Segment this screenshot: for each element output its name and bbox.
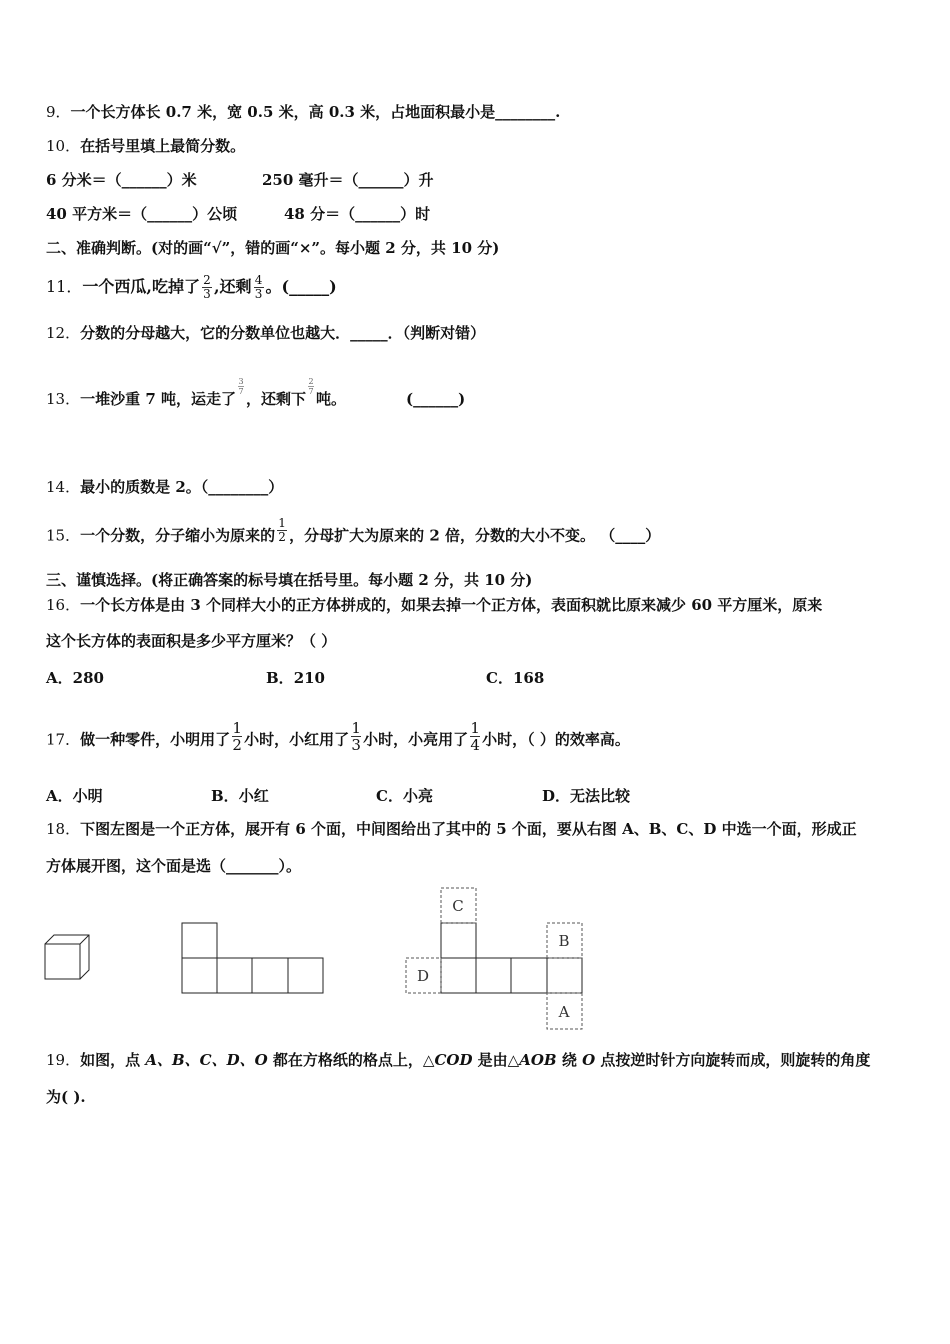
question-text: 最小的质数是 2。（________）	[80, 478, 284, 496]
label-b: B	[558, 932, 570, 950]
answer-blank: (______)	[406, 390, 466, 408]
numerator: 2	[308, 376, 314, 386]
question-text-line1: 一个长方体是由 3 个同样大小的正方体拼成的，如果去掉一个正方体，表面积就比原来减少 60 平方厘米，原来	[80, 596, 823, 614]
q17-text-4: 小时，（ ）的效率高。	[482, 730, 630, 749]
question-text: 分数的分母越大，它的分数单位也越大．_____．（判断对错）	[80, 324, 486, 342]
option-key: C．	[376, 787, 403, 805]
option-value: 小明	[72, 787, 103, 805]
option-value: 无法比较	[570, 787, 631, 805]
question-19	[46, 1050, 870, 1070]
question-number: 16．	[46, 596, 81, 614]
question-number: 10．	[46, 137, 81, 155]
denominator: 3	[203, 287, 211, 301]
points-list: A、B、C、D、O	[145, 1051, 268, 1069]
numerator: 1	[470, 719, 480, 737]
question-text-line1: 下图左图是一个正方体，展开有 6 个面，中间图给出了其中的 5 个面，要从右图 A、B、C、D 中选一个面，形成正	[80, 820, 857, 838]
q17-text-3: 小时，小亮用了	[363, 730, 469, 749]
q10-row2-a: 40 平方米＝（______）公顷	[46, 205, 238, 223]
q15-text-pre: 一个分数，分子缩小为原来的	[80, 526, 276, 545]
denominator: 7	[238, 386, 244, 396]
question-number: 13．	[46, 390, 81, 408]
section-3-heading: 三、谨慎选择。(将正确答案的标号填在括号里。每小题 2 分，共 10 分)	[46, 571, 533, 589]
numerator: 1	[278, 516, 286, 530]
question-number: 14．	[46, 478, 81, 496]
point-o: O	[582, 1051, 596, 1069]
label-d: D	[416, 967, 430, 985]
q10-row2-b: 48 分＝（______）时	[284, 205, 431, 223]
option-key: C．	[486, 669, 513, 687]
net-five-faces	[182, 923, 323, 993]
question-18-line2: 方体展开图，这个面是选（_______）。	[46, 857, 302, 875]
denominator: 4	[470, 736, 480, 754]
question-number: 19．	[46, 1051, 81, 1069]
q13-text-pre: 一堆沙重 7 吨，运走了	[80, 390, 236, 408]
cube-figure	[45, 935, 89, 979]
q11-text-mid: ,还剩	[213, 277, 252, 296]
option-key: D．	[542, 787, 571, 805]
q19-text-mid3: 绕	[556, 1051, 583, 1069]
q17-text-2: 小时，小红用了	[244, 730, 350, 749]
question-number: 17．	[46, 730, 81, 749]
option-key: A．	[46, 787, 73, 805]
denominator: 2	[278, 530, 286, 544]
option-key: B．	[266, 669, 294, 687]
denominator: 3	[351, 736, 361, 754]
question-number: 11．	[46, 277, 83, 296]
denominator: 2	[232, 736, 242, 754]
label-c: C	[452, 897, 464, 915]
question-19-line2: 为( ).	[46, 1088, 86, 1106]
triangle-aob: AOB	[519, 1051, 557, 1069]
option-value: 小红	[238, 787, 269, 805]
option-value: 小亮	[402, 787, 433, 805]
option-value: 168	[512, 669, 545, 687]
option-value: 280	[72, 669, 104, 687]
option-key: A．	[46, 669, 73, 687]
q19-text-post: 点按逆时针方向旋转而成，则旋转的角度	[595, 1051, 871, 1069]
q11-text-post: 。(_____)	[265, 277, 337, 296]
label-a: A	[558, 1003, 570, 1021]
denominator: 3	[254, 287, 263, 301]
q10-row1-a: 6 分米＝（______）米	[46, 171, 197, 189]
numerator: 1	[232, 719, 242, 737]
denominator: 7	[308, 386, 314, 396]
numerator: 2	[203, 273, 211, 287]
question-number: 15．	[46, 526, 81, 545]
q19-text-pre: 如图，点	[80, 1051, 146, 1069]
option-key: B．	[211, 787, 239, 805]
question-number: 18．	[46, 820, 81, 838]
question-16-line2: 这个长方体的表面积是多少平方厘米？（ ）	[46, 632, 337, 650]
q13-text-post: 吨。	[316, 390, 347, 408]
numerator: 1	[351, 719, 361, 737]
question-text: 在括号里填上最简分数。	[80, 137, 246, 155]
q19-text-mid1: 都在方格纸的格点上，△	[267, 1051, 435, 1069]
triangle-cod: COD	[434, 1051, 473, 1069]
q11-text-pre: 一个西瓜,吃掉了	[82, 277, 200, 296]
numerator: 4	[254, 273, 263, 287]
q17-text-1: 做一种零件，小明用了	[80, 730, 231, 749]
q10-row1-b: 250 毫升＝（______）升	[262, 171, 434, 189]
q15-text-post: ，分母扩大为原来的 2 倍，分数的大小不变。 （____）	[289, 526, 661, 545]
numerator: 3	[238, 376, 244, 386]
question-text: 一个长方体长 0.7 米，宽 0.5 米，高 0.3 米，占地面积最小是________.	[70, 103, 561, 121]
q19-text-mid2: 是由△	[472, 1051, 520, 1069]
q13-text-mid: ，还剩下	[245, 390, 306, 408]
question-number: 9．	[46, 103, 71, 121]
option-value: 210	[293, 669, 325, 687]
question-number: 12．	[46, 324, 81, 342]
section-2-heading: 二、准确判断。(对的画“√”，错的画“×”。每小题 2 分，共 10 分)	[46, 239, 500, 257]
